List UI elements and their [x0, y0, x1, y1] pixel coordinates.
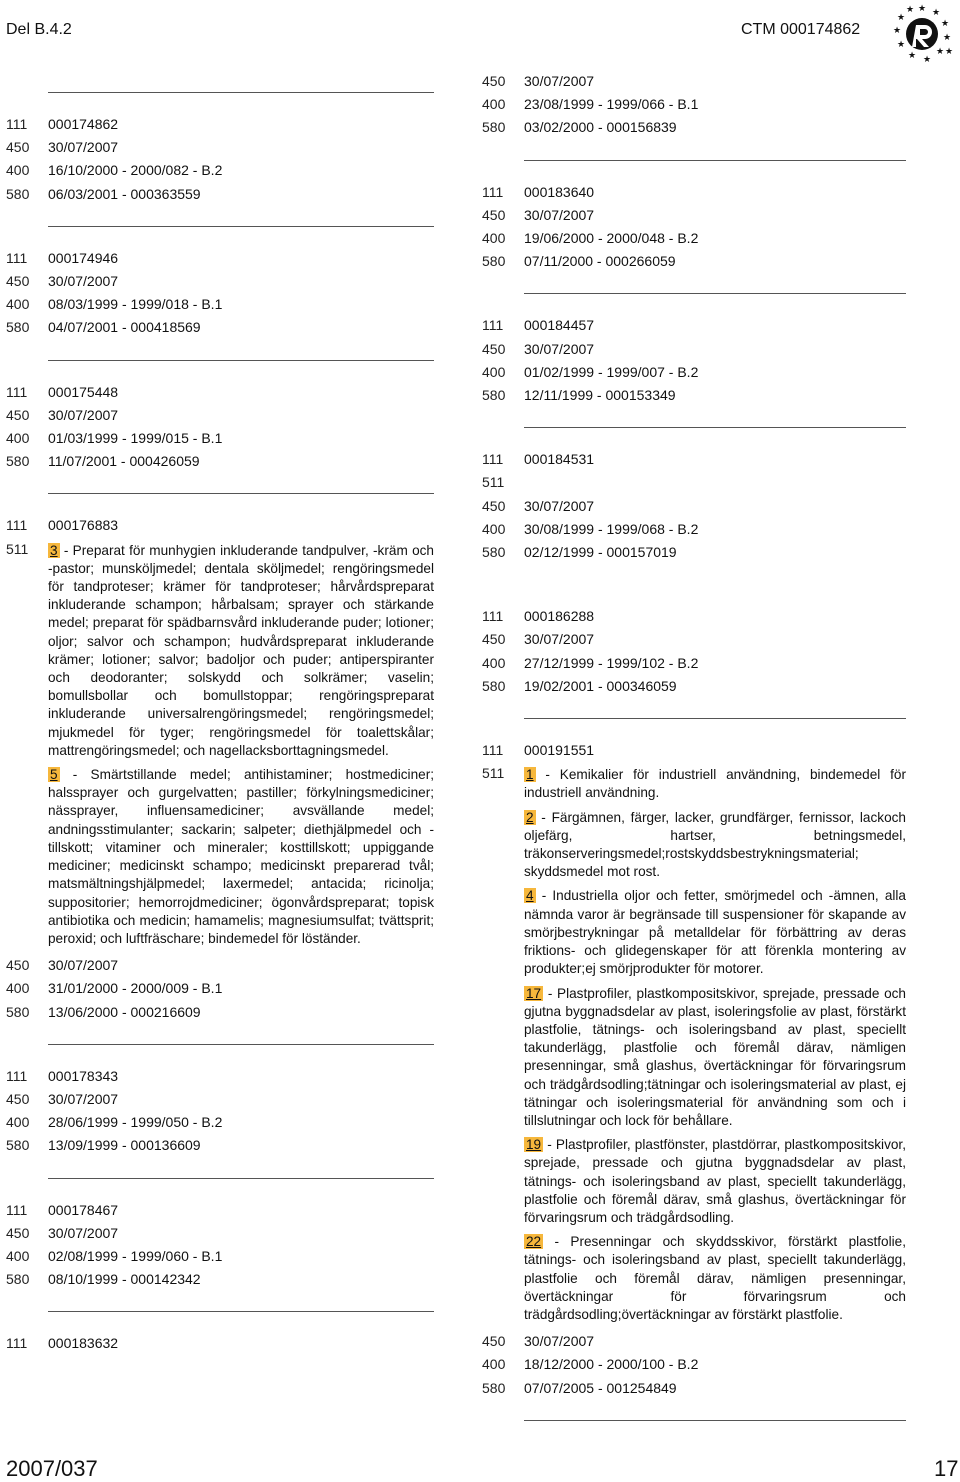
- right-column: [482, 0, 906, 1421]
- trademark-entry: [482, 448, 906, 564]
- left-column: [6, 0, 434, 1356]
- field-code: 580: [482, 253, 506, 270]
- field-value: 02/08/1999 - 1999/060 - B.1: [48, 1247, 223, 1264]
- class-text: - Plastprofiler, plastfönster, plastdörrar, plastkompositskivor, sprejade, pressade och gjutna byggnadsdelar av plast, tätnings- och isoleringsband av plast, speciellt takunderlägg, plastfolie och föremål därav, små glashus, övertäckningar för förvaringsrum och trädgårdsodling.: [524, 1137, 906, 1225]
- field-code: 511: [6, 540, 29, 557]
- class-text: - Presenningar och skyddsskivor, förstärkt plastfolie, tätnings- och isoleringsband av plast, speciellt takunderlägg, plastfolie och föremål därav, nämligen presenningar, övertäckningar för förvaringsrum och trädgårdsodling;övertäckningar av förstärkt plastfolie.: [524, 1234, 906, 1322]
- entry-separator: [48, 493, 434, 494]
- field-value: 04/07/2001 - 000418569: [48, 319, 201, 336]
- entry-separator: [48, 1044, 434, 1045]
- svg-text:★: ★: [897, 40, 906, 50]
- entry-separator: [48, 1178, 434, 1179]
- field-value: 30/08/1999 - 1999/068 - B.2: [524, 520, 699, 537]
- field-code: 111: [6, 517, 28, 534]
- field-code: 400: [482, 654, 506, 671]
- field-code: 111: [482, 451, 504, 468]
- class-number: 22: [526, 1234, 542, 1250]
- field-code: 400: [482, 230, 506, 247]
- field-code: 580: [482, 387, 506, 404]
- field-value: 18/12/2000 - 2000/100 - B.2: [524, 1356, 699, 1373]
- field-value: 30/07/2007: [48, 273, 119, 290]
- entry-gap: [482, 564, 906, 605]
- trademark-entry: [6, 1332, 434, 1355]
- class-number: 4: [526, 888, 534, 904]
- entry-separator: [524, 427, 906, 428]
- field-value: 11/07/2001 - 000426059: [48, 453, 200, 470]
- field-code: 400: [6, 980, 30, 997]
- field-value: 13/06/2000 - 000216609: [48, 1003, 201, 1020]
- field-code: 400: [6, 296, 30, 313]
- entry-separator: [48, 360, 434, 361]
- field-value: 02/12/1999 - 000157019: [524, 544, 677, 561]
- field-code: 450: [482, 73, 506, 89]
- field-row: [482, 204, 906, 227]
- field-code: 450: [6, 957, 30, 974]
- field-row: [6, 1088, 434, 1111]
- field-row: [482, 628, 906, 651]
- goods-class: [524, 809, 906, 882]
- field-code: 450: [482, 340, 506, 357]
- field-code: 111: [6, 116, 28, 132]
- field-row: [6, 247, 434, 270]
- field-value: 000186288: [524, 608, 595, 625]
- class-number: 1: [526, 767, 534, 783]
- field-row: [482, 675, 906, 698]
- goods-class: [524, 985, 906, 1131]
- field-code: 580: [6, 453, 30, 470]
- field-code: 400: [482, 96, 506, 113]
- svg-text:★: ★: [941, 19, 950, 29]
- field-code: 400: [482, 1356, 506, 1373]
- field-value: 06/03/2001 - 000363559: [48, 185, 201, 202]
- field-code: 580: [482, 544, 506, 561]
- field-value: 30/07/2007: [48, 139, 119, 156]
- class-number: 2: [526, 809, 534, 825]
- field-row: [6, 514, 434, 537]
- field-value: 000178467: [48, 1201, 119, 1218]
- svg-text:★: ★: [936, 47, 945, 57]
- svg-text:★: ★: [923, 55, 932, 65]
- trademark-entry: [6, 381, 434, 474]
- trademark-entry: [482, 314, 906, 407]
- trademark-entry: [482, 605, 906, 698]
- field-code: 111: [482, 742, 504, 759]
- field-code: 111: [6, 249, 28, 266]
- entry-separator: [524, 1420, 906, 1421]
- field-code: 400: [482, 363, 506, 380]
- field-row: [482, 314, 906, 337]
- field-value: 08/03/1999 - 1999/018 - B.1: [48, 296, 223, 313]
- entry-separator: [524, 718, 906, 719]
- field-value: 000183640: [524, 183, 595, 200]
- field-value: 07/07/2005 - 001254849: [524, 1379, 677, 1396]
- field-row: [6, 404, 434, 427]
- field-value: 19/06/2000 - 2000/048 - B.2: [524, 230, 699, 247]
- field-row: [482, 541, 906, 564]
- field-code: 111: [482, 608, 504, 625]
- entry-separator: [524, 160, 906, 161]
- field-code: 580: [6, 185, 30, 202]
- field-code: 400: [6, 430, 30, 447]
- trademark-entry: [6, 113, 434, 206]
- trademark-entry: [482, 181, 906, 274]
- svg-text:★: ★: [893, 26, 902, 36]
- field-value: 000176883: [48, 517, 119, 534]
- field-code: 450: [482, 206, 506, 223]
- field-row: [482, 227, 906, 250]
- field-code: 400: [6, 1114, 30, 1131]
- field-value: 000175448: [48, 383, 119, 400]
- goods-class: [524, 887, 906, 978]
- goods-description: [524, 766, 906, 1330]
- field-value: 30/07/2007: [524, 340, 595, 357]
- svg-text:★: ★: [906, 5, 915, 15]
- field-value: 23/08/1999 - 1999/066 - B.1: [524, 96, 699, 113]
- field-value: 000191551: [524, 742, 595, 759]
- field-code: 111: [482, 317, 504, 334]
- field-value: 30/07/2007: [524, 497, 595, 514]
- class-text: - Färgämnen, färger, lacker, grundfärger, fernissor, lackoch oljefärg, hartser, betningsmedel, träkonserveringsmedel;rostskyddsbestrykningsmaterial; skyddsmedel mot rost.: [524, 809, 906, 880]
- field-code: 450: [6, 139, 30, 156]
- field-row: [6, 1134, 434, 1157]
- field-code: 450: [482, 631, 506, 648]
- goods-class: [524, 1136, 906, 1227]
- field-row: [482, 448, 906, 471]
- field-row: [482, 739, 906, 762]
- field-row: [6, 316, 434, 339]
- field-row: [482, 1330, 906, 1353]
- field-row: [6, 270, 434, 293]
- field-value: 01/03/1999 - 1999/015 - B.1: [48, 430, 223, 447]
- field-row: [482, 70, 906, 93]
- field-value: 31/01/2000 - 2000/009 - B.1: [48, 980, 223, 997]
- field-row: [6, 1245, 434, 1268]
- field-code: 580: [482, 677, 506, 694]
- svg-text:★: ★: [908, 51, 917, 61]
- field-row: [6, 1268, 434, 1291]
- class-number: 3: [50, 542, 58, 558]
- field-row: [482, 116, 906, 139]
- field-row: [482, 361, 906, 384]
- field-value: 30/07/2007: [524, 206, 595, 223]
- field-value: 30/07/2007: [48, 957, 119, 974]
- field-code: 580: [6, 1271, 30, 1288]
- field-code: 111: [6, 1335, 28, 1352]
- field-code: 111: [6, 1201, 28, 1218]
- field-row: [6, 1065, 434, 1088]
- field-row: [6, 1111, 434, 1134]
- field-value: 30/07/2007: [48, 1090, 119, 1107]
- field-row: [6, 381, 434, 404]
- class-text: - Industriella oljor och fetter, smörjmedel och -ämnen, alla nämnda varor är begränsade till suspensioner för skapande av smörjbestrykningar på metalldelar för förbättring av deras friktions- och glidegenskaper för att förenkla montering av produkter;ej smörjprodukter för motorer.: [524, 888, 906, 977]
- field-row: [6, 293, 434, 316]
- field-code: 450: [482, 497, 506, 514]
- field-code: 450: [6, 1090, 30, 1107]
- trademark-entry: [6, 247, 434, 340]
- goods-description: [48, 542, 434, 954]
- goods-row: [6, 538, 434, 954]
- entry-separator: [48, 226, 434, 227]
- field-row: [482, 518, 906, 541]
- field-value: 27/12/1999 - 1999/102 - B.2: [524, 654, 699, 671]
- field-code: 400: [482, 520, 506, 537]
- field-value: [524, 471, 906, 494]
- goods-class: [524, 1233, 906, 1324]
- field-code: 111: [6, 1067, 28, 1084]
- class-number: 5: [50, 767, 58, 783]
- class-number: 17: [526, 985, 542, 1001]
- field-row: [6, 113, 434, 136]
- field-value: 28/06/1999 - 1999/050 - B.2: [48, 1114, 223, 1131]
- svg-text:★: ★: [918, 4, 927, 14]
- field-row: [482, 250, 906, 273]
- field-code: 580: [482, 1379, 506, 1396]
- svg-text:★: ★: [897, 13, 906, 23]
- field-value: 30/07/2007: [524, 631, 595, 648]
- goods-class: [48, 542, 434, 760]
- field-row: [6, 183, 434, 206]
- field-value: 000174946: [48, 249, 119, 266]
- class-number: 19: [526, 1137, 542, 1153]
- field-row: [6, 159, 434, 182]
- field-value: 19/02/2001 - 000346059: [524, 677, 677, 694]
- goods-class: [48, 766, 434, 948]
- field-code: 511: [482, 474, 505, 491]
- field-code: 580: [6, 1137, 30, 1154]
- field-code: 580: [6, 1003, 30, 1020]
- field-value: 16/10/2000 - 2000/082 - B.2: [48, 162, 223, 179]
- field-value: 30/07/2007: [524, 1333, 595, 1350]
- top-spacer: [482, 0, 906, 70]
- class-text: - Preparat för munhygien inkluderande tandpulver, -kräm och -pastor; munsköljmedel; dentala sköljmedel; rengöringsmedel för tandproteser; krämer för tandproteser; hårvårdspreparat inkluderande schampon; hårbalsam; sprayer och stärkande medel; preparat för spädbarnsvård inkluderande puder; lotioner; oljor; salvor och schampon; hudvårdspreparat inkluderande krämer; lotioner; salvor; badoljor och puder; antiperspiranter och deodoranter; solskydd och solkrämer; vaselin; bomullsbollar och bomullstoppar; rengöringspreparat inkluderande universalrengöringsmedel; rengöringsmedel; mjukmedel för tyger; rengöringsmedel för toalettskålar; mattrengöringsmedel; och nagellacksborttagningsmedel.: [48, 542, 434, 758]
- section-label: Del B.4.2: [6, 21, 72, 38]
- field-code: 400: [6, 162, 30, 179]
- field-row: [482, 471, 906, 494]
- trademark-entry: [6, 1065, 434, 1158]
- field-row: [6, 136, 434, 159]
- trademark-entry: [6, 514, 434, 1023]
- class-text: - Smärtstillande medel; antihistaminer; hostmediciner; halssprayer och gurgelvatten; pastiller; förkylningsmediciner; nässprayer, influensamediciner; avsvällande medel; andningsstimulanter; sackarin; salpeter; diethjälpmedel och -tillskott; vitaminer och mineraler; kosttillskott; uppiggande mediciner; medicinskt schampo; medicinskt preparerad tvål; matsmältningshjälpmedel; laxermedel; antacida; ricinolja; suppositorier; hemorrojdmediciner; ögonvårdspreparat; topisk antibiotika och medicin; hamamelis; magnesiumsulfat; tvättsprit; peroxid; och luftfräschare; bindemedel för löständer.: [48, 767, 434, 946]
- field-value: 30/07/2007: [48, 1224, 119, 1241]
- field-row: [482, 652, 906, 675]
- svg-text:★: ★: [943, 33, 952, 43]
- class-text: - Plastprofiler, plastkompositskivor, sprejade, pressade och gjutna byggnadsdelar av plast, isoleringsfolie av plast, förstärkt plastfolie, tätnings- och isoleringsband av plast, speciellt takunderlägg, plastfolie och föremål därav, nämligen presenningar, små glashus, övertäckningar för förvaringsrum och trädgårdsodling;tätningar och isoleringsmaterial av plast, ej tätningar och isoleringsmaterial för användning som och i tillslutningar och lock för behållare.: [524, 985, 906, 1128]
- field-row: [482, 1377, 906, 1400]
- field-row: [482, 93, 906, 116]
- field-value: 03/02/2000 - 000156839: [524, 119, 677, 136]
- trademark-entry-continued: [482, 70, 906, 140]
- field-row: [6, 977, 434, 1000]
- field-value: 000174862: [48, 116, 119, 132]
- trademark-entry: [482, 739, 906, 1400]
- field-row: [482, 181, 906, 204]
- field-row: [482, 338, 906, 361]
- goods-row: [482, 762, 906, 1330]
- field-code: 111: [482, 183, 504, 200]
- field-code: 450: [6, 1224, 30, 1241]
- field-row: [482, 495, 906, 518]
- field-value: 000178343: [48, 1067, 119, 1084]
- field-code: 450: [482, 1333, 506, 1350]
- field-value: 000183632: [48, 1335, 119, 1352]
- field-code: 511: [482, 765, 505, 782]
- field-row: [6, 450, 434, 473]
- class-text: - Kemikalier för industriell användning, bindemedel för industriell användning.: [524, 767, 906, 801]
- field-row: [482, 384, 906, 407]
- field-row: [6, 1222, 434, 1245]
- field-code: 111: [6, 383, 28, 400]
- field-code: 450: [6, 406, 30, 423]
- field-value: 08/10/1999 - 000142342: [48, 1271, 201, 1288]
- field-code: 580: [6, 319, 30, 336]
- field-code: 400: [6, 1247, 30, 1264]
- field-code: 450: [6, 273, 30, 290]
- field-row: [6, 1199, 434, 1222]
- document-id: CTM 000174862: [741, 21, 861, 38]
- field-value: 30/07/2007: [524, 73, 595, 89]
- field-value: 07/11/2000 - 000266059: [524, 253, 676, 270]
- trademark-entry: [6, 1199, 434, 1292]
- entry-separator: [48, 1311, 434, 1312]
- goods-class: [524, 766, 906, 802]
- field-value: 30/07/2007: [48, 406, 119, 423]
- svg-text:★: ★: [945, 47, 954, 57]
- field-value: 12/11/1999 - 000153349: [524, 387, 676, 404]
- top-spacer: [6, 0, 434, 92]
- field-row: [6, 954, 434, 977]
- svg-text:★: ★: [932, 8, 941, 18]
- field-value: 13/09/1999 - 000136609: [48, 1137, 201, 1154]
- field-row: [6, 427, 434, 450]
- field-row: [6, 1332, 434, 1355]
- entry-separator: [524, 293, 906, 294]
- field-row: [482, 605, 906, 628]
- entry-separator: [48, 92, 434, 93]
- field-code: 580: [482, 119, 506, 136]
- page-number: 17: [934, 1456, 959, 1481]
- field-row: [6, 1001, 434, 1024]
- field-value: 01/02/1999 - 1999/007 - B.2: [524, 363, 699, 380]
- field-row: [482, 1353, 906, 1376]
- field-value: 000184457: [524, 317, 595, 334]
- field-value: 000184531: [524, 451, 595, 468]
- issue-number: 2007/037: [6, 1456, 98, 1481]
